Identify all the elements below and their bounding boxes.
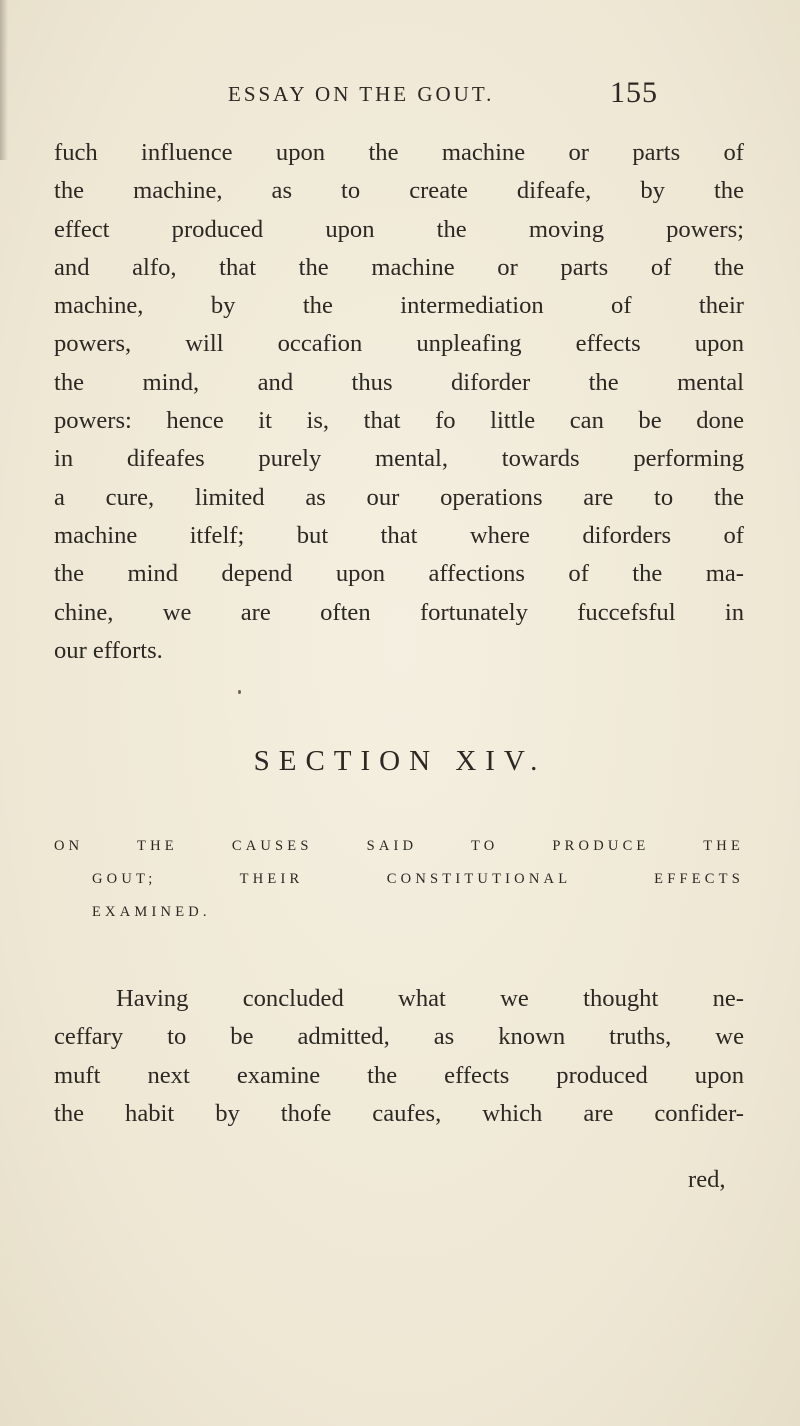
text-line: the machine, as to create difeafe, by the bbox=[54, 177, 744, 205]
subtitle-line: ON THE CAUSES SAID TO PRODUCE THE bbox=[54, 838, 744, 854]
text-line: machine, by the intermediation of their bbox=[54, 292, 744, 320]
paragraph-2 bbox=[54, 980, 744, 1133]
section-heading: SECTION XIV. bbox=[253, 745, 547, 777]
ink-speck bbox=[238, 690, 241, 694]
text-line: the mind, and thus diforder the mental bbox=[54, 368, 744, 396]
text-line: and alfo, that the machine or parts of the bbox=[54, 253, 744, 281]
catchword: red, bbox=[688, 1166, 726, 1193]
text-line: effect produced upon the moving powers; bbox=[54, 215, 744, 243]
text-line: ceffary to be admitted, as known truths, we bbox=[54, 1023, 744, 1051]
text-line: powers: hence it is, that fo little can be done bbox=[54, 407, 744, 435]
text-line: muft next examine the effects produced upon bbox=[54, 1061, 744, 1089]
text-line: Having concluded what we thought ne- bbox=[116, 985, 744, 1012]
text-line: machine itfelf; but that where diforders of bbox=[54, 521, 744, 549]
text-line: in difeafes purely mental, towards performing bbox=[54, 445, 744, 473]
text-line: chine, we are often fortunately fuccefsful in bbox=[54, 598, 744, 626]
running-head: ESSAY ON THE GOUT. bbox=[228, 82, 495, 106]
text-line: the mind depend upon affections of the ma- bbox=[54, 560, 744, 588]
text-line: the habit by thofe caufes, which are confider- bbox=[54, 1099, 744, 1127]
text-line: fuch influence upon the machine or parts of bbox=[54, 139, 744, 166]
page-number: 155 bbox=[610, 76, 658, 109]
subtitle-line: EXAMINED. bbox=[92, 904, 211, 920]
text-line: our efforts. bbox=[54, 636, 163, 664]
paragraph-1 bbox=[54, 134, 744, 670]
subtitle-line: GOUT; THEIR CONSTITUTIONAL EFFECTS bbox=[92, 871, 744, 887]
text-line: powers, will occafion unpleafing effects upon bbox=[54, 330, 744, 358]
text-line: a cure, limited as our operations are to the bbox=[54, 483, 744, 511]
section-subtitle bbox=[54, 830, 744, 929]
page-binding-shadow bbox=[0, 0, 8, 160]
